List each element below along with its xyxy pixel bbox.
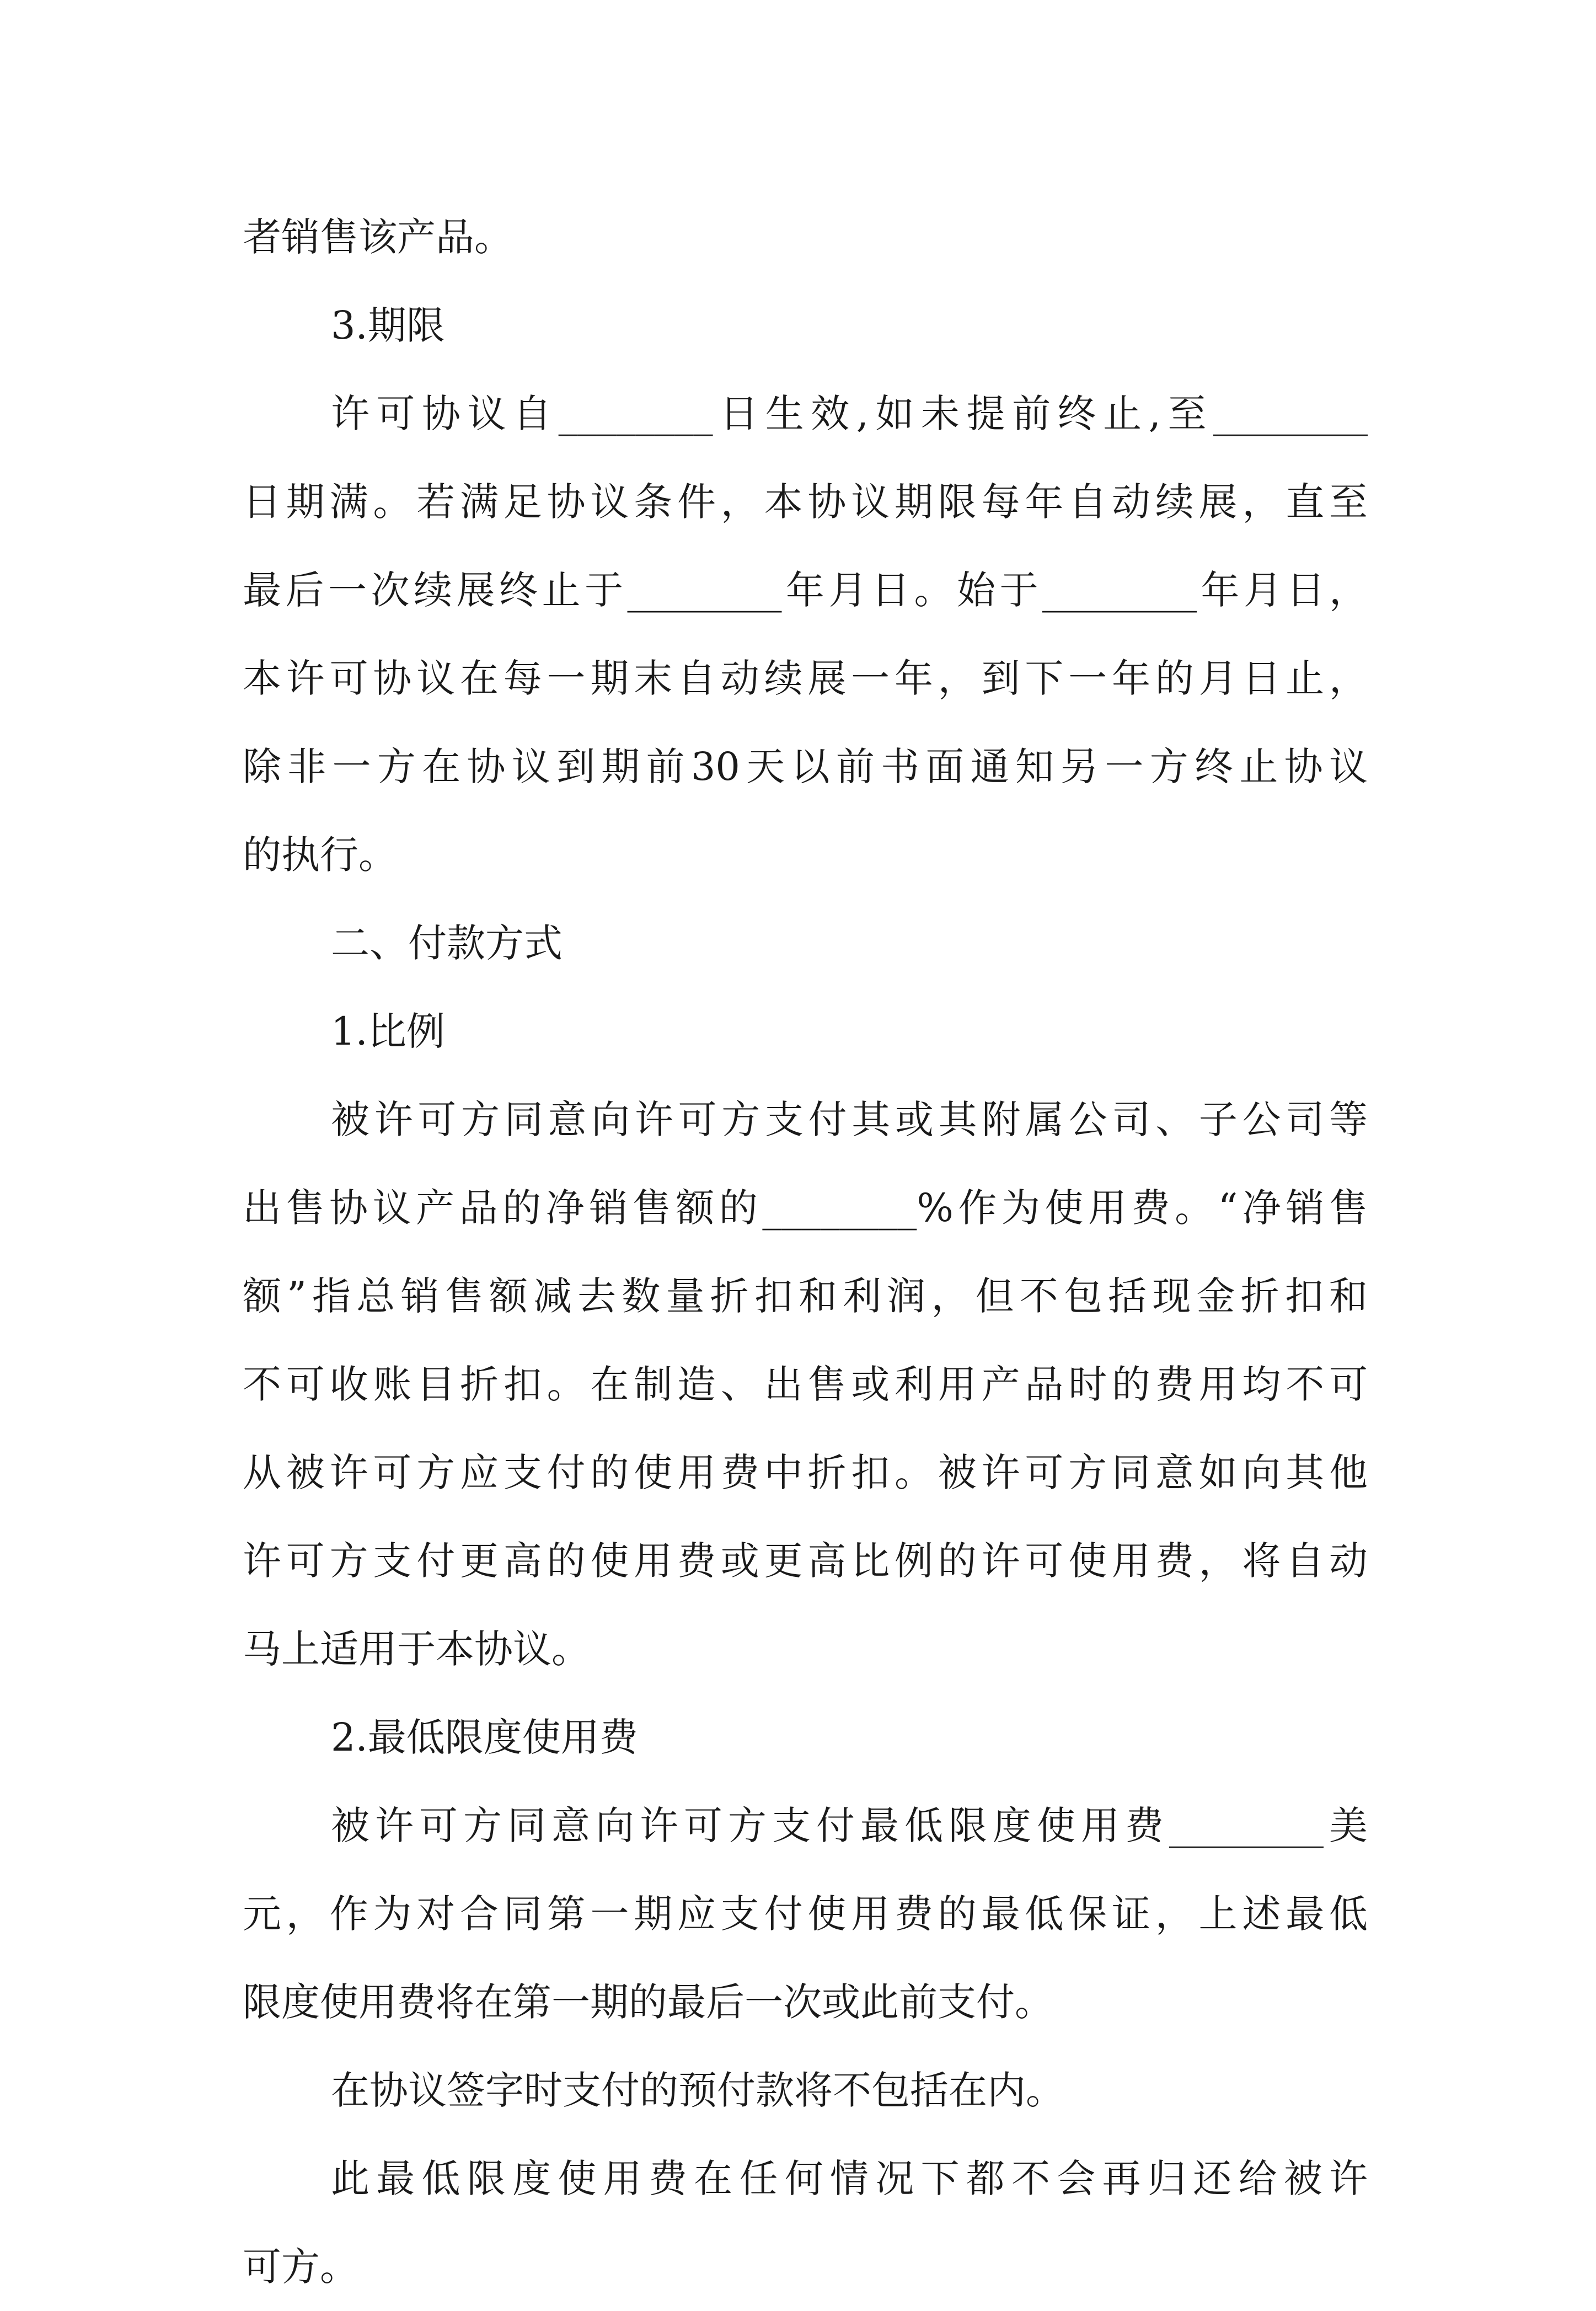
paragraph-line: 出售协议产品的净销售额的________%作为使用费。“净销售 <box>243 1185 1368 1231</box>
paragraph-line: 者销售该产品。 <box>243 215 513 260</box>
subsection-heading-minimum-fee: 2.最低限度使用费 <box>331 1715 638 1760</box>
paragraph-line: 许可协议自________日生效,如未提前终止,至________ <box>331 391 1368 436</box>
paragraph-line: 最后一次续展终止于________年月日。始于________年月日， <box>243 568 1368 613</box>
section-heading-term: 3.期限 <box>331 303 445 348</box>
paragraph-line: 马上适用于本协议。 <box>243 1627 590 1672</box>
paragraph-line: 被许可方同意向许可方支付其或其附属公司、子公司等 <box>331 1097 1368 1142</box>
paragraph-line: 元，作为对合同第一期应支付使用费的最低保证，上述最低 <box>243 1891 1368 1936</box>
section-heading-payment: 二、付款方式 <box>331 921 563 966</box>
paragraph-line: 许可方支付更高的使用费或更高比例的许可使用费，将自动 <box>243 1538 1368 1584</box>
paragraph-line: 本许可协议在每一期末自动续展一年，到下一年的月日止， <box>243 656 1368 701</box>
paragraph-line: 此最低限度使用费在任何情况下都不会再归还给被许 <box>331 2156 1368 2201</box>
paragraph-line: 除非一方在协议到期前30天以前书面通知另一方终止协议 <box>243 744 1368 789</box>
paragraph-line: 的执行。 <box>243 832 397 878</box>
paragraph-line: 不可收账目折扣。在制造、出售或利用产品时的费用均不可 <box>243 1362 1368 1407</box>
paragraph-line: 限度使用费将在第一期的最后一次或此前支付。 <box>243 1980 1053 2025</box>
subsection-heading-ratio: 1.比例 <box>331 1009 445 1054</box>
paragraph-line: 被许可方同意向许可方支付最低限度使用费________美 <box>331 1803 1368 1848</box>
paragraph-line: 可方。 <box>243 2244 358 2289</box>
document-body <box>243 193 1368 2311</box>
paragraph-line: 在协议签字时支付的预付款将不包括在内。 <box>331 2068 1064 2113</box>
paragraph-line: 额”指总销售额减去数量折扣和利润，但不包括现金折扣和 <box>243 1274 1368 1319</box>
paragraph-line: 从被许可方应支付的使用费中折扣。被许可方同意如向其他 <box>243 1450 1368 1495</box>
paragraph-line: 日期满。若满足协议条件，本协议期限每年自动续展，直至 <box>243 479 1368 525</box>
